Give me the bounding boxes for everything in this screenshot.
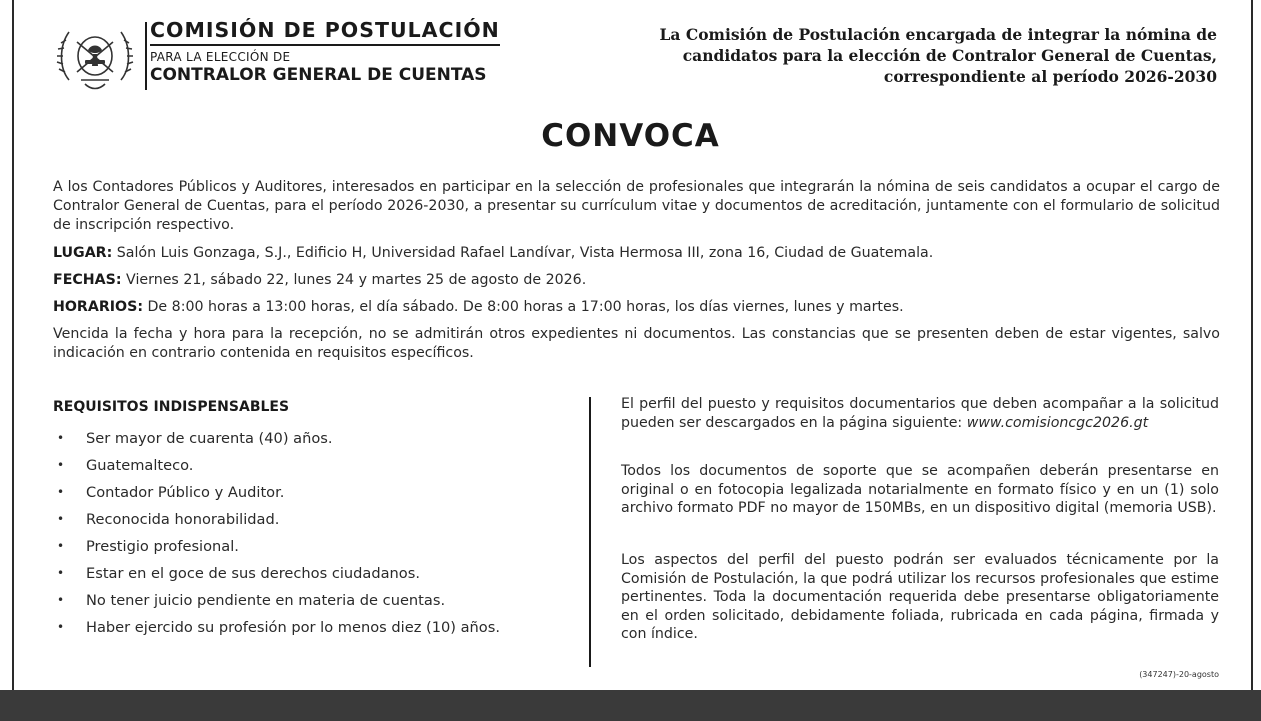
bottom-bar	[0, 690, 1261, 721]
lugar-value: Salón Luis Gonzaga, S.J., Edificio H, Universidad Rafael Landívar, Vista Hermosa III, zona 16, Ciudad de Guatemala.	[112, 245, 934, 261]
intro-paragraph: A los Contadores Públicos y Auditores, interesados en participar en la selección de profesionales que integrarán la nómina de seis candidatos a ocupar el cargo de Contralor General de Cuentas, para el período 2026-2030, a presentar su currículum vitae y documentos de acreditación, juntamente con el formulario de solicitud de inscripción respectivo.	[53, 179, 1220, 233]
org-main-name: CONTRALOR GENERAL DE CUENTAS	[150, 65, 487, 85]
horarios-label: HORARIOS:	[53, 299, 143, 315]
fechas-line	[53, 271, 1220, 290]
documentos-paragraph: Todos los documentos de soporte que se acompañen deberán presentarse en original o en fotocopia legalizada notarialmente en formato físico y en un (1) solo archivo formato PDF no mayor de 150MBs, en un dispositivo digital (memoria USB).	[621, 463, 1219, 516]
website-link[interactable]: www.comisioncgc2026.gt	[966, 414, 1149, 431]
header-divider	[145, 22, 147, 90]
vencida-paragraph: Vencida la fecha y hora para la recepción, no se admitirán otros expedientes ni documentos. Las constancias que se presenten deben de estar vigentes, salvo indicación en contrario contenida en requisitos específicos.	[53, 326, 1220, 361]
org-subtitle: PARA LA ELECCIÓN DE	[150, 50, 291, 64]
perfil-paragraph	[621, 395, 1219, 432]
column-divider	[589, 397, 591, 667]
fechas-value: Viernes 21, sábado 22, lunes 24 y martes 25 de agosto de 2026.	[121, 272, 587, 288]
header-statement	[617, 24, 1217, 87]
requisitos-list	[53, 425, 573, 641]
list-item: • Reconocida honorabilidad.	[53, 506, 573, 533]
header-statement-line-2: candidatos para la elección de Contralor General de Cuentas,	[682, 46, 1217, 65]
list-item: • Guatemalteco.	[53, 452, 573, 479]
perfil-text: El perfil del puesto y requisitos documentarios que deben acompañar a la solicitud pueden ser descargados en la página siguiente:	[621, 396, 1219, 431]
header-statement-line-1: La Comisión de Postulación encargada de integrar la nómina de	[659, 25, 1217, 44]
org-title: COMISIÓN DE POSTULACIÓN	[150, 18, 500, 46]
header-statement-line-3: correspondiente al período 2026-2030	[883, 67, 1217, 86]
org-block	[150, 18, 500, 85]
publication-reference: (347247)-20-agosto	[1139, 670, 1219, 679]
horarios-line	[53, 298, 1220, 317]
fechas-label: FECHAS:	[53, 272, 122, 288]
page-title: CONVOCA	[541, 118, 720, 154]
list-item: • Estar en el goce de sus derechos ciudadanos.	[53, 560, 573, 587]
list-item: • Ser mayor de cuarenta (40) años.	[53, 425, 573, 452]
evaluacion-paragraph: Los aspectos del perfil del puesto podrán ser evaluados técnicamente por la Comisión de Postulación, la que podrá utilizar los recursos profesionales que estime pertinentes. Toda la documentación requerida debe presentarse obligatoriamente en el orden solicitado, debidamente foliada, rubricada en cada página, firmada y con índice.	[621, 552, 1219, 642]
lugar-label: LUGAR:	[53, 245, 113, 261]
lugar-line	[53, 244, 1220, 263]
horarios-value: De 8:00 horas a 13:00 horas, el día sábado. De 8:00 horas a 17:00 horas, los días viernes, lunes y martes.	[143, 299, 904, 315]
list-item: • No tener juicio pendiente en materia de cuentas.	[53, 587, 573, 614]
list-item: • Contador Público y Auditor.	[53, 479, 573, 506]
list-item: • Haber ejercido su profesión por lo menos diez (10) años.	[53, 614, 573, 641]
requisitos-title: REQUISITOS INDISPENSABLES	[53, 399, 290, 415]
list-item: • Prestigio profesional.	[53, 533, 573, 560]
coat-of-arms-icon	[55, 20, 135, 92]
